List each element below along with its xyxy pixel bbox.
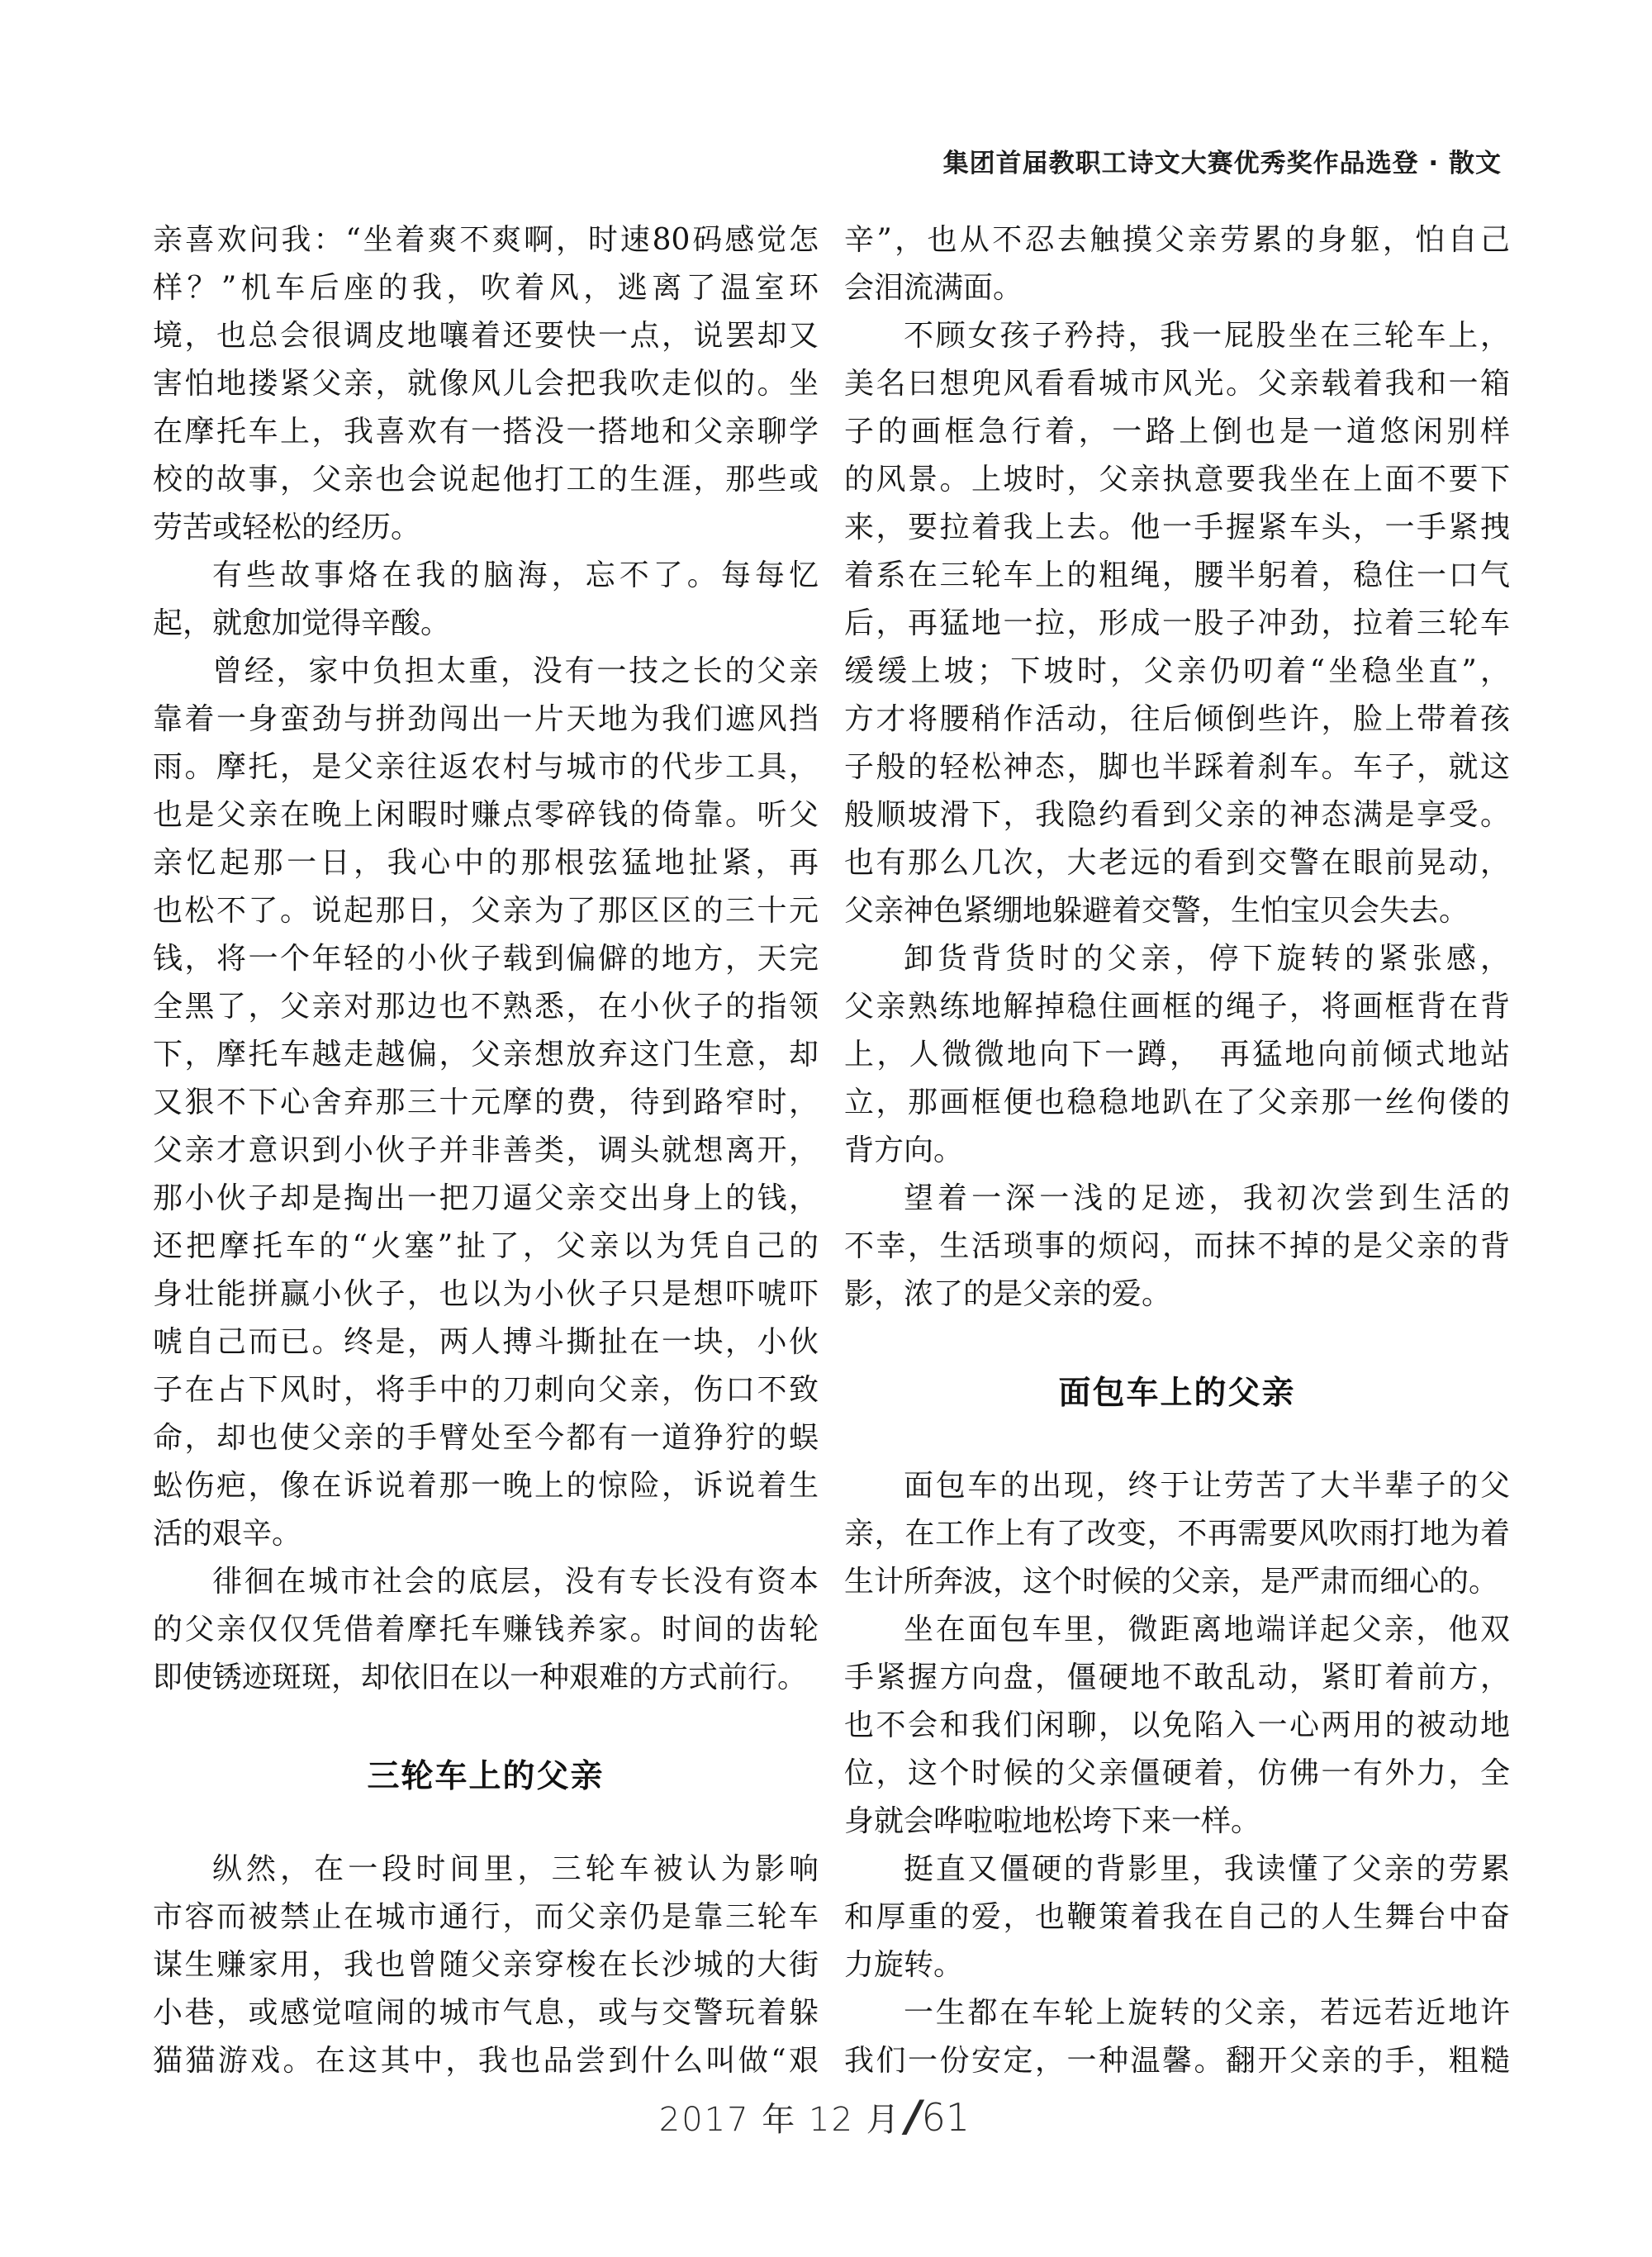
text-line: 和厚重的爱，也鞭策着我在自己的人生舞台中奋 xyxy=(844,1900,1510,1934)
text-line: 还把摩托车的“火塞”扯了，父亲以为凭自己的 xyxy=(153,1229,819,1263)
section-heading: 面包车上的父亲 xyxy=(1058,1375,1296,1412)
text-line: 力旋转。 xyxy=(844,1948,964,1982)
text-line: 立，那画框便也稳稳地趴在了父亲那一丝佝偻的 xyxy=(844,1086,1510,1119)
footer-slash: / xyxy=(905,2092,922,2141)
text-line: 亲，在工作上有了改变，不再需要风吹雨打地为着 xyxy=(844,1517,1510,1551)
text-line: 在摩托车上，我喜欢有一搭没一搭地和父亲聊学 xyxy=(153,415,819,449)
text-line: 命，却也使父亲的手臂处至今都有一道狰狞的蜈 xyxy=(153,1421,819,1455)
text-line: 辛”，也从不忍去触摸父亲劳累的身躯，怕自己 xyxy=(844,223,1510,257)
text-line: 卸货背货时的父亲，停下旋转的紧张感， xyxy=(904,942,1510,976)
text-line: 又狠不下心舍弃那三十元摩的费，待到路窄时， xyxy=(153,1086,819,1119)
footer-date: 2017 年 12 月 xyxy=(658,2101,901,2139)
text-line: 坐在面包车里，微距离地端详起父亲，他双 xyxy=(904,1613,1510,1646)
text-line: 钱，将一个年轻的小伙子载到偏僻的地方，天完 xyxy=(153,942,819,976)
text-line: 父亲神色紧绷地躲避着交警，生怕宝贝会失去。 xyxy=(844,894,1469,928)
text-line: 位，这个时候的父亲僵硬着，仿佛一有外力，全 xyxy=(844,1756,1510,1790)
text-line: 纵然，在一段时间里，三轮车被认为影响 xyxy=(212,1852,819,1886)
text-line: 一生都在车轮上旋转的父亲，若远若近地许 xyxy=(904,1996,1510,2030)
text-line: 徘徊在城市社会的底层，没有专长没有资本 xyxy=(212,1565,819,1599)
text-line: 小巷，或感觉喧闹的城市气息，或与交警玩着躲 xyxy=(153,1996,819,2030)
text-line: 父亲才意识到小伙子并非善类，调头就想离开， xyxy=(153,1133,819,1167)
text-line: 背方向。 xyxy=(844,1133,964,1167)
text-line: 手紧握方向盘，僵硬地不敢乱动，紧盯着前方， xyxy=(844,1661,1510,1694)
page-header-title: 集团首届教职工诗文大赛优秀奖作品选登 · 散文 xyxy=(942,149,1502,178)
text-line: 境，也总会很调皮地嚷着还要快一点，说罢却又 xyxy=(153,319,819,353)
article-right-column xyxy=(844,216,1510,2085)
text-line: 美名曰想兜风看看城市风光。父亲载着我和一箱 xyxy=(844,367,1510,401)
text-line: 子的画框急行着，一路上倒也是一道悠闲别样 xyxy=(844,415,1510,449)
text-line: 也不会和我们闲聊，以免陷入一心两用的被动地 xyxy=(844,1708,1510,1742)
text-line: 校的故事，父亲也会说起他打工的生涯，那些或 xyxy=(153,463,819,497)
text-line: 即使锈迹斑斑，却依旧在以一种艰难的方式前行。 xyxy=(153,1661,808,1694)
text-line: 蚣伤疤，像在诉说着那一晚上的惊险，诉说着生 xyxy=(153,1469,819,1503)
text-line: 父亲熟练地解掉稳住画框的绳子，将画框背在背 xyxy=(844,990,1510,1024)
text-line: 般顺坡滑下，我隐约看到父亲的神态满是享受。 xyxy=(844,798,1510,832)
text-line: 曾经，家中负担太重，没有一技之长的父亲 xyxy=(212,654,819,688)
text-line: 谋生赚家用，我也曾随父亲穿梭在长沙城的大街 xyxy=(153,1948,819,1982)
text-line: 身就会哗啦啦地松垮下来一样。 xyxy=(844,1804,1261,1838)
text-line: 后，再猛地一拉，形成一股子冲劲，拉着三轮车 xyxy=(844,606,1510,640)
text-line: 不顾女孩子矜持，我一屁股坐在三轮车上， xyxy=(904,319,1510,353)
text-line: 也松不了。说起那日，父亲为了那区区的三十元 xyxy=(153,894,819,928)
section-heading: 三轮车上的父亲 xyxy=(367,1758,605,1795)
text-line: 亲喜欢问我：“坐着爽不爽啊，时速80码感觉怎 xyxy=(153,223,819,257)
text-line: 也有那么几次，大老远的看到交警在眼前晃动， xyxy=(844,846,1510,880)
text-line: 雨。摩托，是父亲往返农村与城市的代步工具， xyxy=(153,750,819,784)
text-line: 着系在三轮车上的粗绳，腰半躬着，稳住一口气 xyxy=(844,558,1510,592)
text-line: 上，人微微地向下一蹲， 再猛地向前倾式地站 xyxy=(844,1038,1510,1071)
text-line: 子在占下风时，将手中的刀刺向父亲，伤口不致 xyxy=(153,1373,819,1407)
text-line: 生计所奔波，这个时候的父亲，是严肃而细心的。 xyxy=(844,1565,1499,1599)
text-line: 方才将腰稍作活动，往后倾倒些许，脸上带着孩 xyxy=(844,702,1510,736)
text-line: 的父亲仅仅凭借着摩托车赚钱养家。时间的齿轮 xyxy=(153,1613,819,1646)
footer-page-number: 61 xyxy=(921,2095,971,2140)
text-line: 活的艰辛。 xyxy=(153,1517,302,1551)
page-footer xyxy=(0,2092,1629,2141)
text-line: 会泪流满面。 xyxy=(844,271,1023,305)
text-line: 也是父亲在晚上闲暇时赚点零碎钱的倚靠。听父 xyxy=(153,798,819,832)
text-line: 那小伙子却是掏出一把刀逼父亲交出身上的钱， xyxy=(153,1181,819,1215)
text-line: 的风景。上坡时，父亲执意要我坐在上面不要下 xyxy=(844,463,1510,497)
text-line: 样？”机车后座的我，吹着风，逃离了温室环 xyxy=(153,271,819,305)
text-line: 猫猫游戏。在这其中，我也品尝到什么叫做“艰 xyxy=(153,2044,819,2078)
text-line: 靠着一身蛮劲与拼劲闯出一片天地为我们遮风挡 xyxy=(153,702,819,736)
text-line: 唬自己而已。终是，两人搏斗撕扯在一块，小伙 xyxy=(153,1325,819,1359)
text-line: 来，要拉着我上去。他一手握紧车头，一手紧拽 xyxy=(844,511,1510,544)
text-line: 起，就愈加觉得辛酸。 xyxy=(153,606,451,640)
text-line: 全黑了，父亲对那边也不熟悉，在小伙子的指领 xyxy=(153,990,819,1024)
text-line: 身壮能拼赢小伙子，也以为小伙子只是想吓唬吓 xyxy=(153,1277,819,1311)
text-line: 亲忆起那一日，我心中的那根弦猛地扯紧，再 xyxy=(153,846,819,880)
text-line: 望着一深一浅的足迹，我初次尝到生活的 xyxy=(904,1181,1510,1215)
text-line: 害怕地搂紧父亲，就像风儿会把我吹走似的。坐 xyxy=(153,367,819,401)
text-line: 有些故事烙在我的脑海，忘不了。每每忆 xyxy=(212,558,819,592)
text-line: 市容而被禁止在城市通行，而父亲仍是靠三轮车 xyxy=(153,1900,819,1934)
text-line: 面包车的出现，终于让劳苦了大半辈子的父 xyxy=(904,1469,1510,1503)
text-line: 劳苦或轻松的经历。 xyxy=(153,511,421,544)
text-line: 缓缓上坡；下坡时，父亲仍叨着“坐稳坐直”， xyxy=(844,654,1510,688)
text-line: 挺直又僵硬的背影里，我读懂了父亲的劳累 xyxy=(904,1852,1510,1886)
article-left-column xyxy=(153,216,819,2085)
text-line: 我们一份安定，一种温馨。翻开父亲的手，粗糙 xyxy=(844,2044,1510,2078)
text-line: 子般的轻松神态，脚也半踩着刹车。车子，就这 xyxy=(844,750,1510,784)
text-line: 影，浓了的是父亲的爱。 xyxy=(844,1277,1172,1311)
text-line: 下，摩托车越走越偏，父亲想放弃这门生意，却 xyxy=(153,1038,819,1071)
text-line: 不幸，生活琐事的烦闷，而抹不掉的是父亲的背 xyxy=(844,1229,1510,1263)
